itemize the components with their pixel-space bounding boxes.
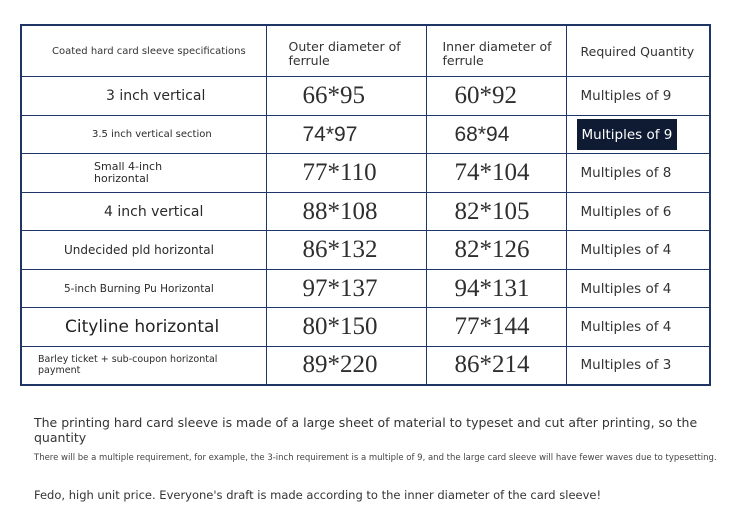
row-outer-diameter: 97*137 [266, 269, 426, 308]
table-row [21, 308, 710, 347]
header-specification: Coated hard card sleeve specifications [21, 25, 266, 77]
row-inner-diameter: 74*104 [426, 154, 566, 193]
row-inner-diameter: 68*94 [426, 115, 566, 154]
row-inner-diameter: 77*144 [426, 308, 566, 347]
row-name: Undecided pld horizontal [21, 231, 266, 270]
row-name: 5-inch Burning Pu Horizontal [21, 269, 266, 308]
table-row [21, 192, 710, 231]
note-line-2: There will be a multiple requirement, for example, the 3-inch requirement is a multiple of 9, and the large card sleeve will have fewer waves due to typesetting. [34, 453, 717, 463]
header-required-quantity: Required Quantity [566, 25, 710, 77]
note-line-3: Fedo, high unit price. Everyone's draft is made according to the inner diameter of the card sleeve! [34, 488, 602, 502]
row-inner-diameter: 82*105 [426, 192, 566, 231]
header-inner-diameter: Inner diameter of ferrule [426, 25, 566, 77]
table-row [21, 115, 710, 154]
row-name: 3 inch vertical [21, 77, 266, 116]
row-outer-diameter: 89*220 [266, 346, 426, 385]
header-outer-diameter: Outer diameter of ferrule [266, 25, 426, 77]
row-name: Barley ticket + sub-coupon horizontal payment [21, 346, 266, 385]
table-header-row [21, 25, 710, 77]
table-row [21, 154, 710, 193]
row-quantity-highlighted [566, 115, 710, 154]
row-name: Small 4-inch horizontal [21, 154, 266, 193]
row-outer-diameter: 74*97 [266, 115, 426, 154]
note-line-1: The printing hard card sleeve is made of a large sheet of material to typeset and cut after printing, so the quantity [34, 415, 698, 445]
row-quantity: Multiples of 3 [566, 346, 710, 385]
row-quantity: Multiples of 8 [566, 154, 710, 193]
row-name: 4 inch vertical [21, 192, 266, 231]
table-row [21, 346, 710, 385]
row-quantity: Multiples of 4 [566, 269, 710, 308]
row-outer-diameter: 88*108 [266, 192, 426, 231]
quantity-highlight: Multiples of 9 [577, 119, 678, 150]
row-quantity: Multiples of 6 [566, 192, 710, 231]
row-outer-diameter: 86*132 [266, 231, 426, 270]
row-outer-diameter: 77*110 [266, 154, 426, 193]
row-outer-diameter: 66*95 [266, 77, 426, 116]
row-name: Cityline horizontal [21, 308, 266, 347]
table-row [21, 231, 710, 270]
spec-table [20, 24, 711, 386]
row-inner-diameter: 94*131 [426, 269, 566, 308]
table-row [21, 269, 710, 308]
table-row [21, 77, 710, 116]
row-outer-diameter: 80*150 [266, 308, 426, 347]
row-name: 3.5 inch vertical section [21, 115, 266, 154]
row-inner-diameter: 86*214 [426, 346, 566, 385]
row-inner-diameter: 82*126 [426, 231, 566, 270]
row-quantity: Multiples of 9 [566, 77, 710, 116]
row-quantity: Multiples of 4 [566, 308, 710, 347]
row-quantity: Multiples of 4 [566, 231, 710, 270]
row-inner-diameter: 60*92 [426, 77, 566, 116]
